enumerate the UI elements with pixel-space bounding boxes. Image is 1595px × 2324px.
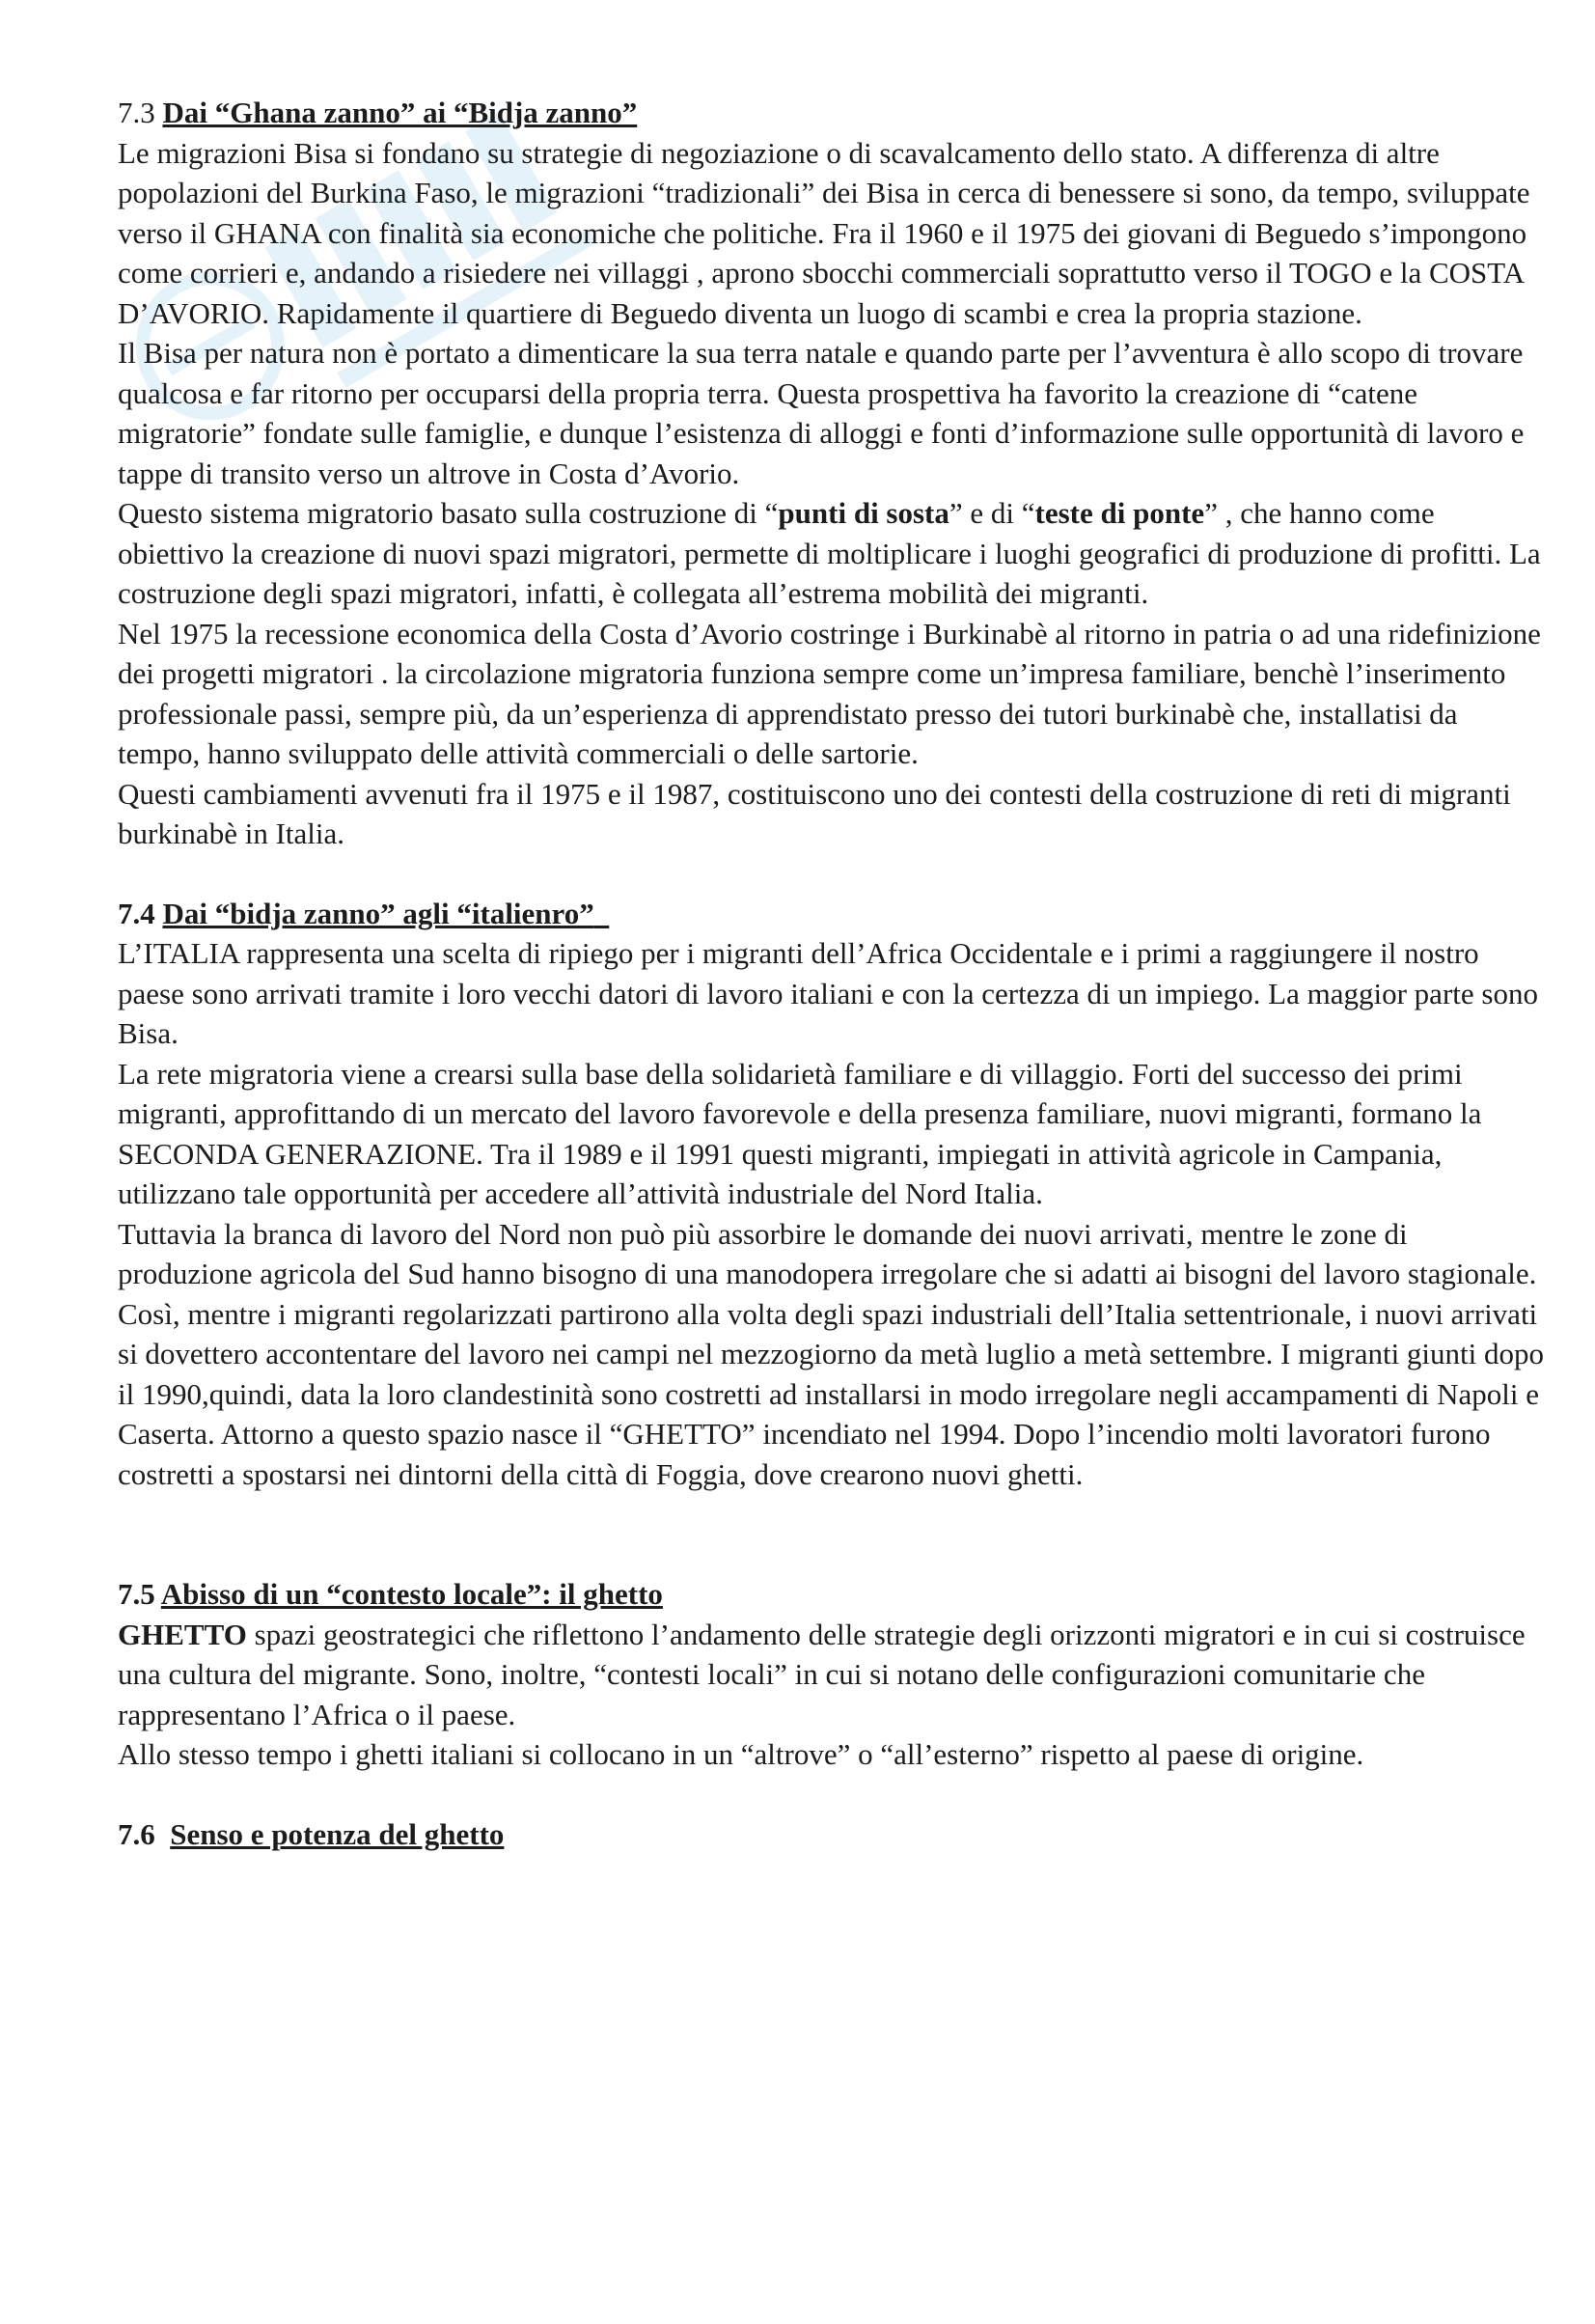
bold-term: punti di sosta bbox=[778, 496, 949, 530]
section-title: Senso e potenza del ghetto bbox=[170, 1816, 505, 1851]
paragraph: Questo sistema migratorio basato sulla costruzione di “punti di sosta” e di “teste di ponte” , che hanno come obiettivo la creazione di nuovi spazi migratori, permette di moltiplicare i luoghi geografici di produzione di profitti. La costruzione degli spazi migratori, infatti, è collegata all’estrema mobilità dei migranti. bbox=[118, 496, 1541, 610]
section-title: Abisso di un “contesto locale”: il ghetto bbox=[160, 1577, 663, 1611]
spacer bbox=[118, 854, 1546, 894]
paragraph: Allo stesso tempo i ghetti italiani si collocano in un “altrove” o “all’esterno” rispetto al paese di origine. bbox=[118, 1737, 1364, 1771]
section-heading-7-5 bbox=[118, 1574, 1546, 1615]
paragraph: Il Bisa per natura non è portato a dimenticare la sua terra natale e quando parte per l’avventura è allo scopo di trovare qualcosa e far ritorno per occuparsi della propria terra. Questa prospettiva ha favorito la creazione di “catene migratorie” fondate sulle famiglie, e dunque l’esistenza di alloggi e fonti d’informazione sulle opportunità di lavoro e tappe di transito verso un altrove in Costa d’Avorio. bbox=[118, 336, 1525, 490]
section-heading-7-4 bbox=[118, 894, 1546, 934]
spacer bbox=[118, 1775, 1546, 1814]
section-title: Dai “Ghana zanno” ai “Bidja zanno” bbox=[162, 96, 638, 129]
section-number: 7.3 bbox=[118, 96, 155, 129]
section-number: 7.5 bbox=[118, 1577, 155, 1611]
paragraph: GHETTO spazi geostrategici che riflettono l’andamento delle strategie degli orizzonti migratori e in cui si costruisce una cultura del migrante. Sono, inoltre, “contesti locali” in cui si notano delle configurazioni comunitarie che rappresentano l’Africa o il paese. bbox=[118, 1617, 1526, 1731]
section-number: 7.4 bbox=[118, 896, 155, 930]
section-title: Dai “bidja zanno” agli “italienro” bbox=[162, 896, 594, 930]
paragraph: Tuttavia la branca di lavoro del Nord non può più assorbire le domande dei nuovi arrivati, mentre le zone di produzione agricola del Sud hanno bisogno di una manodopera irregolare che si adatti ai bisogni del lavoro stagionale. Così, mentre i migranti regolarizzati partirono alla volta degli spazi industriali dell’Italia settentrionale, i nuovi arrivati si dovettero accontentare del lavoro nei campi nel mezzogiorno da metà luglio a metà settembre. I migranti giunti dopo il 1990,quindi, data la loro clandestinità sono costretti ad installarsi in modo irregolare negli accampamenti di Napoli e Caserta. Attorno a questo spazio nasce il “GHETTO” incendiato nel 1994. Dopo l’incendio molti lavoratori furono costretti a spostarsi nei dintorni della città di Foggia, dove crearono nuovi ghetti. bbox=[118, 1216, 1545, 1491]
section-heading-7-3 bbox=[118, 93, 1546, 133]
paragraph: La rete migratoria viene a crearsi sulla base della solidarietà familiare e di villaggio. Forti del successo dei primi migranti, approfittando di un mercato del lavoro favorevole e della presenza familiare, nuovi migranti, formano la SECONDA GENERAZIONE. Tra il 1989 e il 1991 questi migranti, impiegati in attività agricole in Campania, utilizzano tale opportunità per accedere all’attività industriale del Nord Italia. bbox=[118, 1056, 1482, 1210]
document-page bbox=[118, 93, 1546, 1854]
section-heading-7-6 bbox=[118, 1814, 1546, 1855]
paragraph: Questi cambiamenti avvenuti fra il 1975 e il 1987, costituiscono uno dei contesti della costruzione di reti di migranti burkinabè in Italia. bbox=[118, 776, 1511, 850]
paragraph: L’ITALIA rappresenta una scelta di ripiego per i migranti dell’Africa Occidentale e i primi a raggiungere il nostro paese sono arrivati tramite i loro vecchi datori di lavoro italiani e con la certezza di un impiego. La maggior parte sono Bisa. bbox=[118, 936, 1538, 1050]
paragraph: Le migrazioni Bisa si fondano su strategie di negoziazione o di scavalcamento dello stato. A differenza di altre popolazioni del Burkina Faso, le migrazioni “tradizionali” dei Bisa in cerca di benessere si sono, da tempo, sviluppate verso il GHANA con finalità sia economiche che politiche. Fra il 1960 e il 1975 dei giovani di Beguedo s’impongono come corrieri e, andando a risiedere nei villaggi , aprono sbocchi commerciali soprattutto verso il TOGO e la COSTA D’AVORIO. Rapidamente il quartiere di Beguedo diventa un luogo di scambi e crea la propria stazione. bbox=[118, 135, 1530, 330]
bold-term: teste di ponte bbox=[1034, 496, 1205, 530]
paragraph: Nel 1975 la recessione economica della Costa d’Avorio costringe i Burkinabè al ritorno in patria o ad una ridefinizione dei progetti migratori . la circolazione migratoria funziona sempre come un’impresa familiare, benchè l’inserimento professionale passi, sempre più, da un’esperienza di apprendistato presso dei tutori burkinabè che, installatisi da tempo, hanno sviluppato delle attività commerciali o delle sartorie. bbox=[118, 616, 1541, 770]
section-number: 7.6 bbox=[118, 1816, 155, 1851]
bold-term: GHETTO bbox=[118, 1617, 247, 1651]
spacer bbox=[118, 1494, 1546, 1574]
